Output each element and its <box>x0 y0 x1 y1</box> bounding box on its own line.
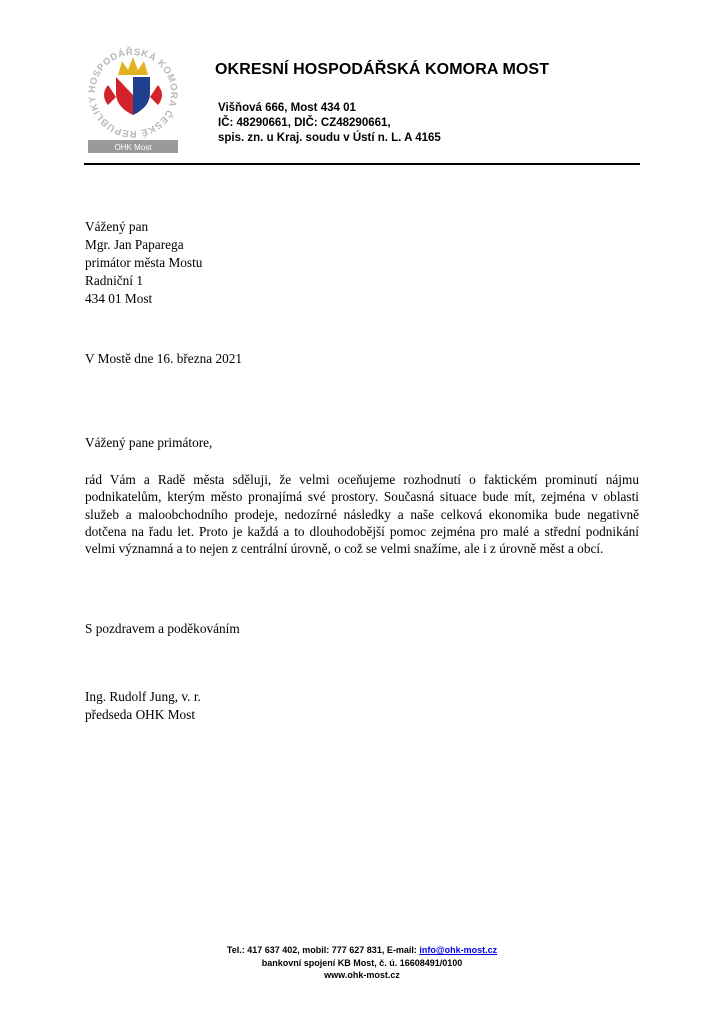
shield-blue-part <box>133 77 150 115</box>
recipient-line: primátor města Mostu <box>85 255 203 270</box>
recipient-line: 434 01 Most <box>85 291 153 306</box>
logo-plate-text: OHK Most <box>114 143 152 152</box>
recipient-line: Vážený pan <box>85 219 149 234</box>
address-line: Višňová 666, Most 434 01 <box>218 102 356 114</box>
footer <box>0 944 724 982</box>
signatory-name: Ing. Rudolf Jung, v. r. <box>85 689 201 704</box>
logo-ring-text: HOSPODÁŘSKÁ KOMORA ČESKÉ REPUBLIKY <box>86 46 180 140</box>
registry-line: spis. zn. u Kraj. soudu v Ústí n. L. A 4165 <box>218 132 441 144</box>
footer-email-link[interactable]: info@ohk-most.cz <box>419 945 498 955</box>
signature-block <box>85 688 201 724</box>
right-wing-icon <box>150 85 162 105</box>
salutation: Vážený pane primátore, <box>85 435 213 450</box>
recipient-block <box>85 218 202 308</box>
organization-address <box>218 101 441 146</box>
footer-contact-text: Tel.: 417 637 402, mobil: 777 627 831, E-mail: <box>226 945 420 955</box>
signatory-title: předseda OHK Most <box>85 707 196 722</box>
header-divider <box>84 163 640 165</box>
recipient-line: Mgr. Jan Paparega <box>85 237 184 252</box>
letter-date: V Mostě dne 16. března 2021 <box>85 351 243 366</box>
ids-line: IČ: 48290661, DIČ: CZ48290661, <box>218 117 391 129</box>
footer-contact <box>0 944 724 957</box>
chamber-logo-graphic <box>78 35 188 155</box>
letter-body: rád Vám a Radě města sděluji, že velmi oceňujeme rozhodnutí o faktickém prominutí nájmu podnikatelům, kterým město pronajímá své prostory. Současná situace bude mít, zejména v oblasti služeb a maloobchodního prodeje, nedozírné následky a naše celková ekonomika bude negativně dotčena na řadu let. Proto je každá a to dlouhodobější pomoc zejména pro malé a střední podnikání velmi významná a to nejen z centrální úrovně, o což se velmi snažíme, ale i z úrovně měst a obcí. <box>85 472 639 557</box>
crown-icon <box>118 57 148 75</box>
chamber-logo <box>78 35 188 155</box>
footer-bank: bankovní spojení KB Most, č. ú. 16608491/0100 <box>261 957 463 968</box>
footer-web: www.ohk-most.cz <box>324 970 400 980</box>
organization-name: OKRESNÍ HOSPODÁŘSKÁ KOMORA MOST <box>215 61 550 78</box>
closing: S pozdravem a poděkováním <box>85 621 240 636</box>
left-wing-icon <box>104 85 116 105</box>
recipient-line: Radniční 1 <box>85 273 143 288</box>
